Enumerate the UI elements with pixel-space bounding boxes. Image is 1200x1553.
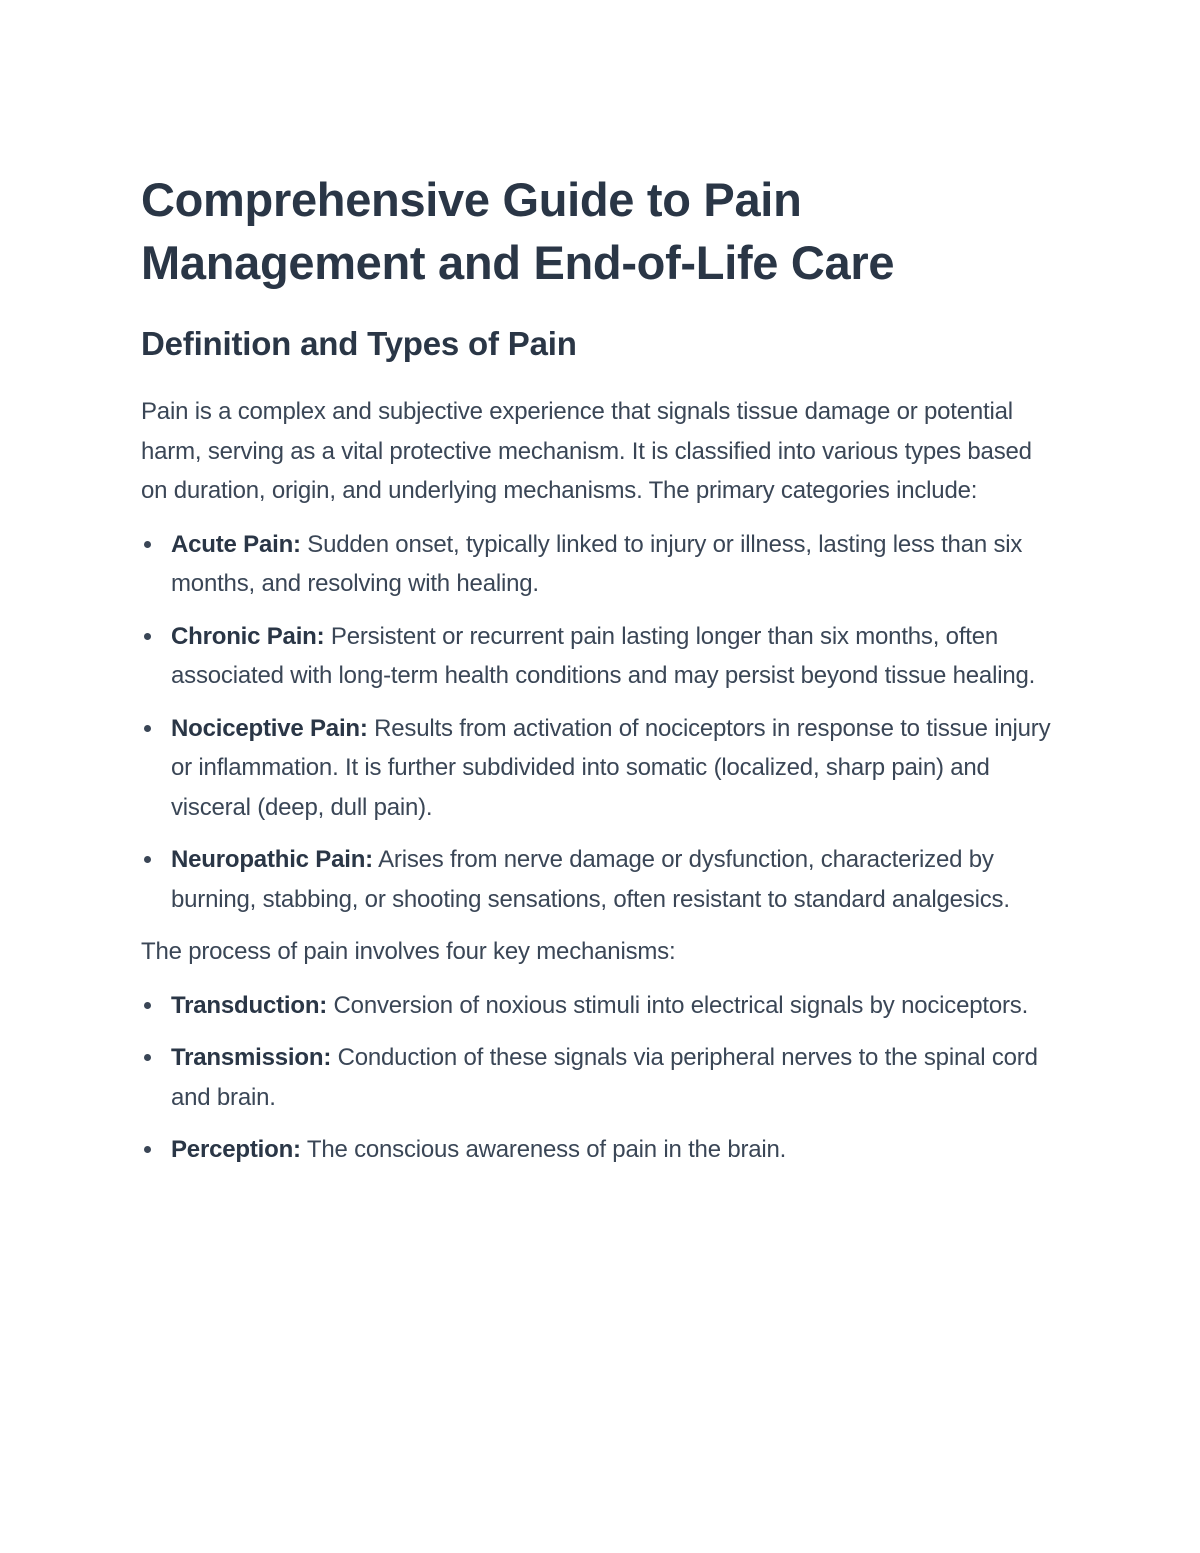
- list-item-nociceptive-pain: [141, 709, 1062, 828]
- bullet-icon: [144, 725, 151, 732]
- bullet-icon: [144, 1054, 151, 1061]
- list-item-text: The conscious awareness of pain in the brain.: [300, 1136, 787, 1163]
- list-item-term: Transduction:: [171, 991, 328, 1019]
- list-item-transduction: [141, 986, 1062, 1026]
- pain-mechanisms-list: [141, 986, 1062, 1170]
- list-item-perception: [141, 1130, 1062, 1170]
- list-item-text: Results from activation of nociceptors in response to tissue injury or inflammation. It is further subdivided into somatic (localized, sharp pain) and visceral (deep, dull pain).: [171, 714, 1051, 821]
- mechanisms-intro-paragraph: The process of pain involves four key mechanisms:: [141, 938, 676, 965]
- list-item-term: Chronic Pain:: [171, 622, 325, 650]
- list-item-neuropathic-pain: [141, 840, 1062, 919]
- list-item-text: Conduction of these signals via peripheral nerves to the spinal cord and brain.: [171, 1044, 1038, 1111]
- list-item-chronic-pain: [141, 617, 1062, 696]
- bullet-icon: [144, 633, 151, 640]
- list-item-term: Perception:: [171, 1136, 301, 1163]
- list-item-acute-pain: [141, 525, 1062, 604]
- bullet-icon: [144, 856, 151, 863]
- intro-paragraph: Pain is a complex and subjective experience that signals tissue damage or potential harm, serving as a vital protective mechanism. It is classified into various types based on duration, origin, and underlying mechanisms. The primary categories include:: [141, 398, 1032, 504]
- list-item-term: Neuropathic Pain:: [171, 846, 373, 873]
- list-item-term: Transmission:: [171, 1044, 332, 1071]
- list-item-term: Acute Pain:: [171, 530, 301, 558]
- pain-types-list: [141, 525, 1062, 920]
- bullet-icon: [144, 1002, 151, 1009]
- list-item-term: Nociceptive Pain:: [171, 714, 368, 742]
- list-item-transmission: [141, 1038, 1062, 1117]
- bullet-icon: [144, 1146, 151, 1153]
- list-item-text: Arises from nerve damage or dysfunction, characterized by burning, stabbing, or shooting sensations, often resistant to standard analgesics.: [171, 846, 1010, 913]
- list-item-text: Sudden onset, typically linked to injury or illness, lasting less than six months, and resolving with healing.: [171, 530, 1023, 597]
- list-item-text: Persistent or recurrent pain lasting longer than six months, often associated with long-term health conditions and may persist beyond tissue healing.: [171, 622, 1036, 689]
- bullet-icon: [144, 541, 151, 548]
- document-title: Comprehensive Guide to Pain Management and End-of-Life Care: [141, 173, 895, 289]
- list-item-text: Conversion of noxious stimuli into electrical signals by nociceptors.: [327, 991, 1029, 1019]
- section-heading: Definition and Types of Pain: [141, 325, 577, 362]
